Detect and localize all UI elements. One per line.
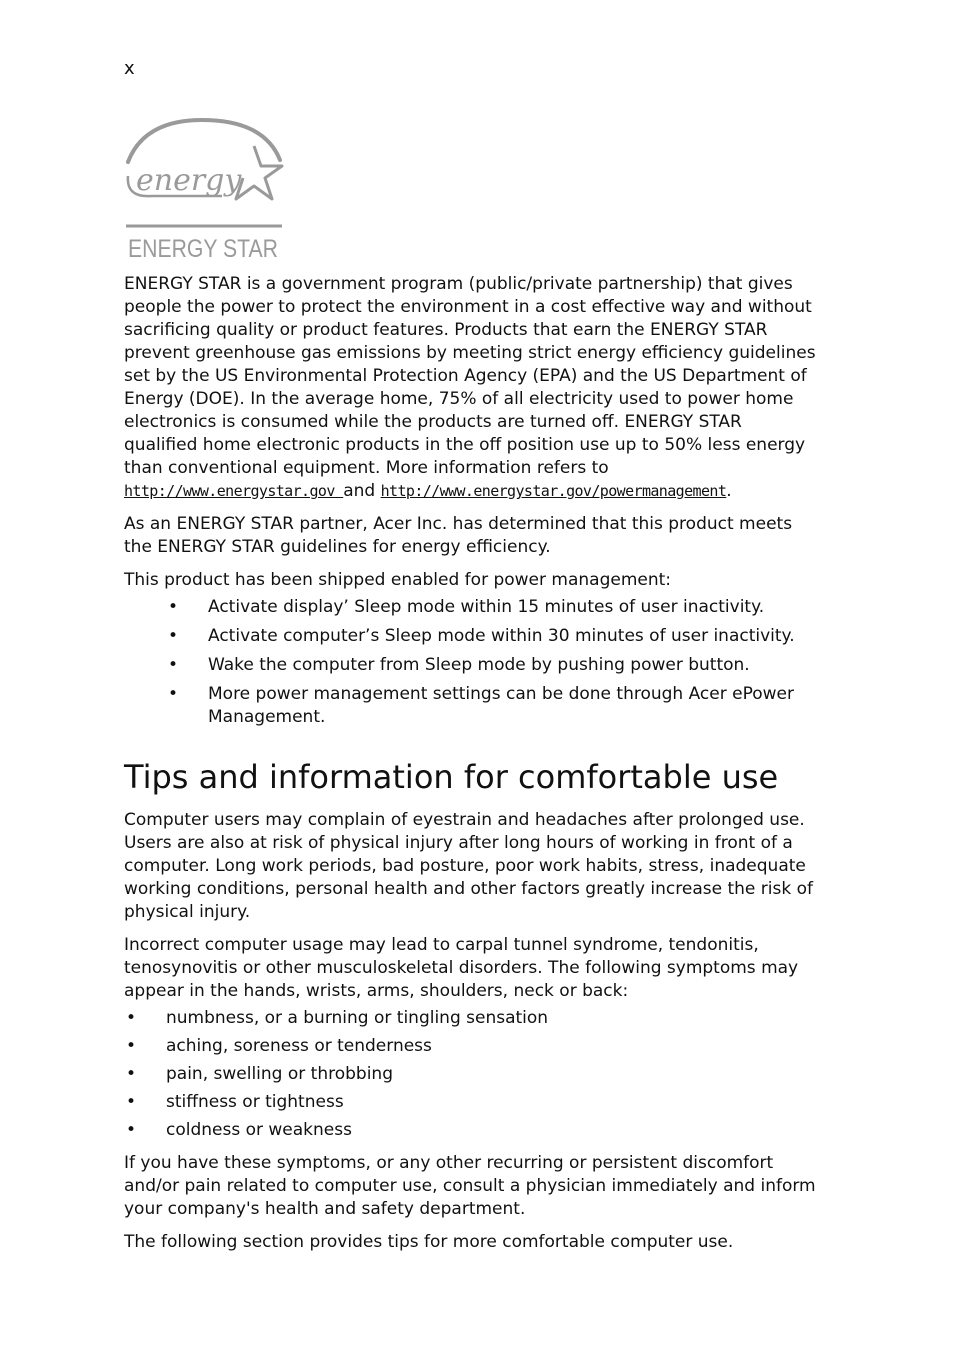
power-management-list [124,596,820,729]
list-item: • Wake the computer from Sleep mode by pushing power button. [124,654,820,677]
partner-paragraph: As an ENERGY STAR partner, Acer Inc. has determined that this product meets the ENERGY STAR guidelines for energy efficiency. [124,514,793,557]
list-item: • stiffness or tightness [124,1091,820,1114]
energy-star-logo-icon [122,116,284,264]
powermanagement-link[interactable]: http://www.energystar.gov/powermanagement [380,482,727,500]
tips-paragraph-2: Incorrect computer usage may lead to carpal tunnel syndrome, tendonitis, tenosynovitis or other musculoskeletal disorders. The following symptoms may appear in the hands, wrists, arms, shoulders, neck or back: [124,935,799,1001]
list-item: • coldness or weakness [124,1119,820,1142]
energy-star-paragraph [124,273,820,503]
tips-paragraph-3: If you have these symptoms, or any other recurring or persistent discomfort and/or pain related to computer use, consult a physician immediately and inform your company's health and safety department. [124,1153,816,1219]
symptoms-list [124,1007,820,1142]
tips-paragraph-1: Computer users may complain of eyestrain and headaches after prolonged use. Users are also at risk of physical injury after long hours of working in front of a computer. Long work periods, bad posture, poor work habits, stress, inadequate working conditions, personal health and other factors greatly increase the risk of physical injury. [124,810,813,922]
list-item: • Activate computer’s Sleep mode within 30 minutes of user inactivity. [124,625,820,648]
page-content [124,273,820,1264]
period-text: . [726,481,732,501]
power-management-intro: This product has been shipped enabled for power management: [124,570,672,590]
section-heading: Tips and information for comfortable use [124,758,779,796]
list-item: • aching, soreness or tenderness [124,1035,820,1058]
logo-script-text: energy [136,163,242,198]
list-item: • numbness, or a burning or tingling sensation [124,1007,820,1030]
list-item: • More power management settings can be done through Acer ePower Management. [124,683,820,729]
list-item: • pain, swelling or throbbing [124,1063,820,1086]
and-text: and [343,481,381,501]
page-number: x [124,58,135,79]
energystar-link[interactable]: http://www.energystar.gov [124,482,344,500]
logo-caption: ENERGY STAR [128,235,278,263]
energy-star-description: ENERGY STAR is a government program (public/private partnership) that gives people the power to protect the environment in a cost effective way and without sacrificing quality or product features. Products that earn the ENERGY STAR prevent greenhouse gas emissions by meeting strict energy efficiency guidelines set by the US Environmental Protection Agency (EPA) and the US Department of Energy (DOE). In the average home, 75% of all electricity used to power home electronics is consumed while the products are turned off. ENERGY STAR qualified home electronic products in the off position use up to 50% less energy than conventional equipment. More information refers to [124,274,816,478]
list-item: • Activate display’ Sleep mode within 15 minutes of user inactivity. [124,596,820,619]
tips-paragraph-4: The following section provides tips for more comfortable computer use. [124,1232,734,1252]
